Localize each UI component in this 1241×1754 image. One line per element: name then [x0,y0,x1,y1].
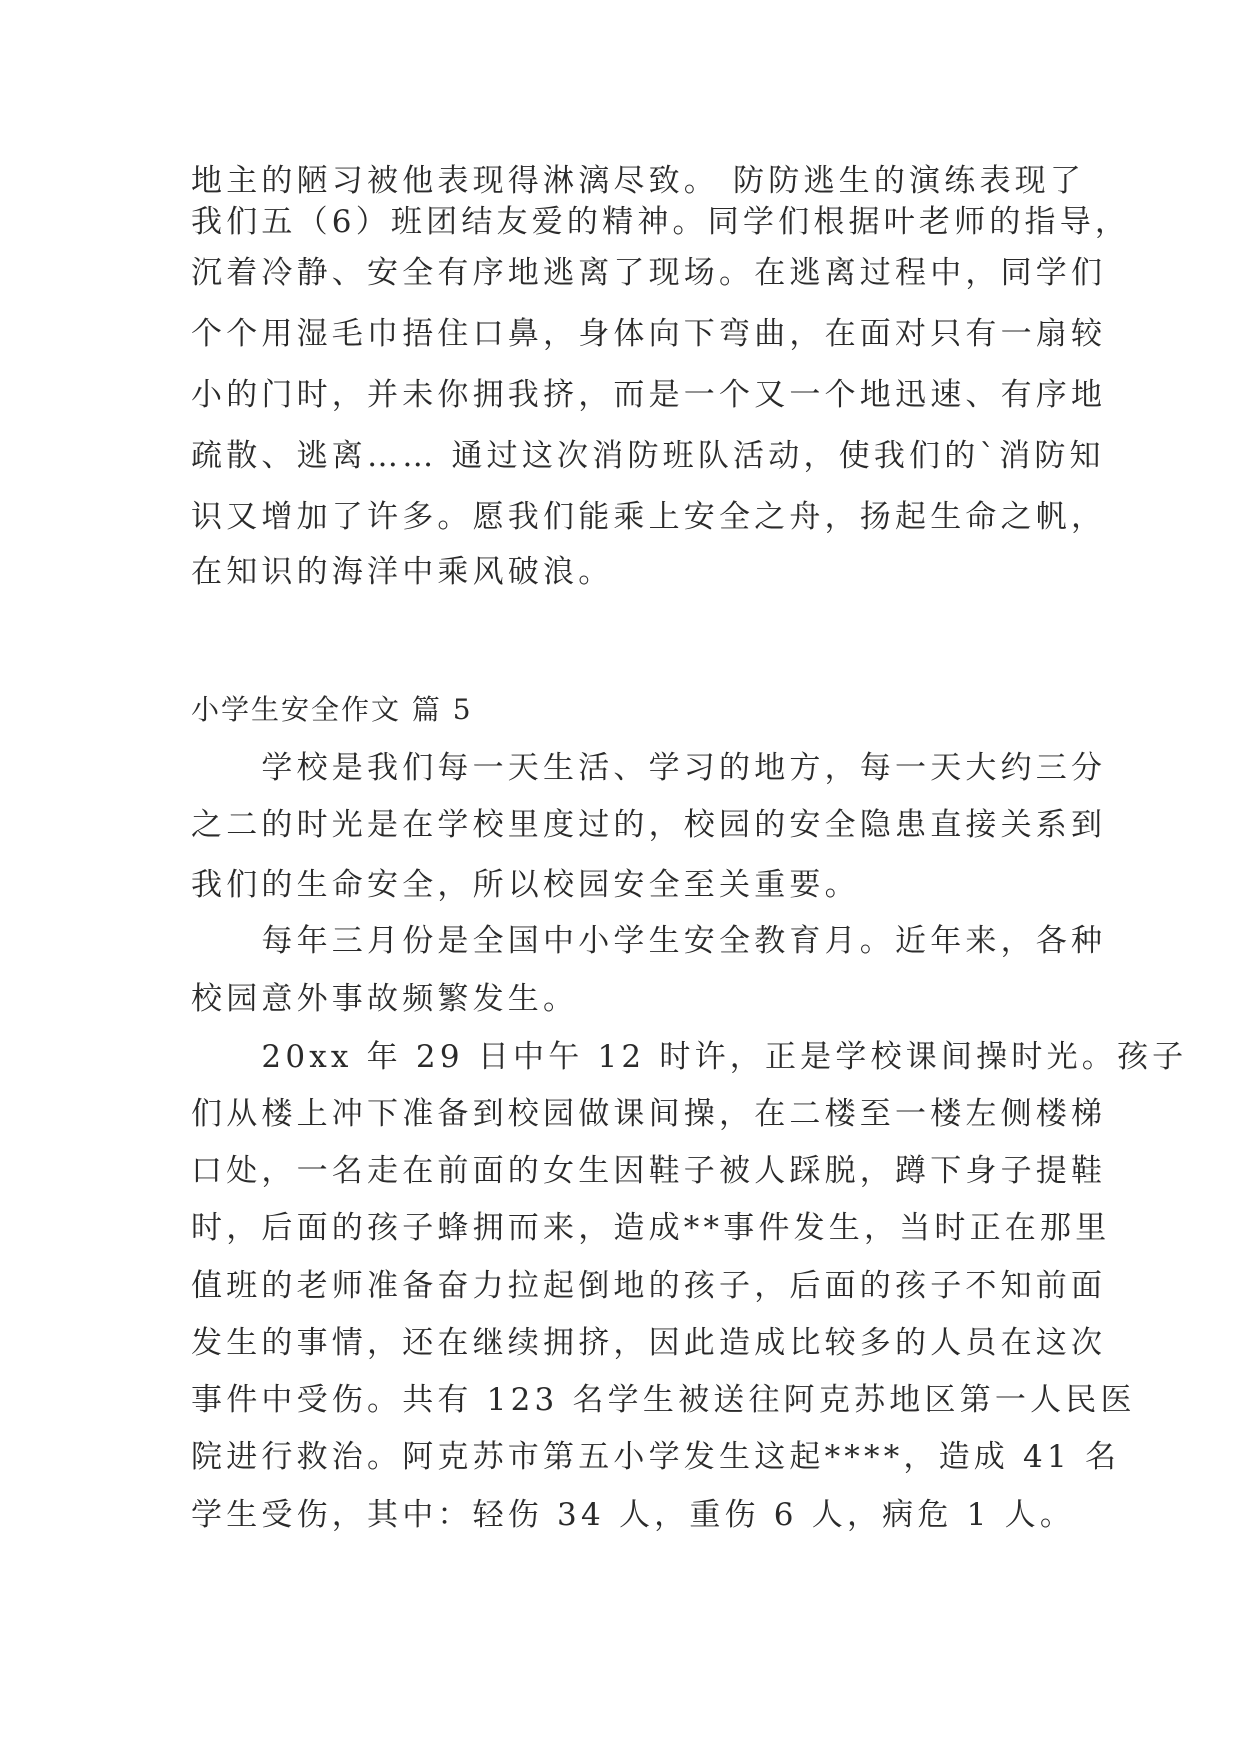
section-heading: 小学生安全作文 篇 5 [191,693,473,726]
paragraph-line: 我们的生命安全，所以校园安全至关重要。 [191,867,860,903]
paragraph-line: 小的门时，并未你拥我挤，而是一个又一个地迅速、有序地 [191,377,1107,413]
paragraph-line: 事件中受伤。共有 123 名学生被送往阿克苏地区第一人民医 [191,1382,1136,1418]
paragraph-line: 疏散、逃离…… 通过这次消防班队活动，使我们的`消防知 [191,438,1105,474]
paragraph-line: 们从楼上冲下准备到校园做课间操，在二楼至一楼左侧楼梯 [191,1096,1107,1132]
paragraph-line: 20xx 年 29 日中午 12 时许，正是学校课间操时光。孩子 [191,1039,1188,1075]
paragraph-line: 口处，一名走在前面的女生因鞋子被人踩脱，蹲下身子提鞋 [191,1153,1107,1189]
paragraph-line: 学生受伤，其中：轻伤 34 人，重伤 6 人，病危 1 人。 [191,1497,1076,1533]
paragraph-line: 沉着冷静、安全有序地逃离了现场。在逃离过程中，同学们 [191,255,1107,291]
paragraph-line: 院进行救治。阿克苏市第五小学发生这起****，造成 41 名 [191,1439,1121,1475]
paragraph-line: 在知识的海洋中乘风破浪。 [191,554,614,590]
paragraph-line: 时，后面的孩子蜂拥而来，造成**事件发生，当时正在那里 [191,1210,1111,1246]
paragraph-line: 地主的陋习被他表现得淋漓尽致。 防防逃生的演练表现了 [191,163,1086,199]
paragraph-line: 识又增加了许多。愿我们能乘上安全之舟，扬起生命之帆， [191,499,1107,535]
paragraph-line: 校园意外事故频繁发生。 [191,981,579,1017]
paragraph-line: 我们五（6）班团结友爱的精神。同学们根据叶老师的指导， [191,204,1131,240]
paragraph-line: 发生的事情，还在继续拥挤，因此造成比较多的人员在这次 [191,1325,1107,1361]
paragraph-line: 之二的时光是在学校里度过的，校园的安全隐患直接关系到 [191,807,1107,843]
paragraph-line: 个个用湿毛巾捂住口鼻，身体向下弯曲，在面对只有一扇较 [191,316,1107,352]
paragraph-line: 值班的老师准备奋力拉起倒地的孩子，后面的孩子不知前面 [191,1268,1107,1304]
paragraph-line: 学校是我们每一天生活、学习的地方，每一天大约三分 [191,750,1107,786]
paragraph-line: 每年三月份是全国中小学生安全教育月。近年来，各种 [191,923,1107,959]
